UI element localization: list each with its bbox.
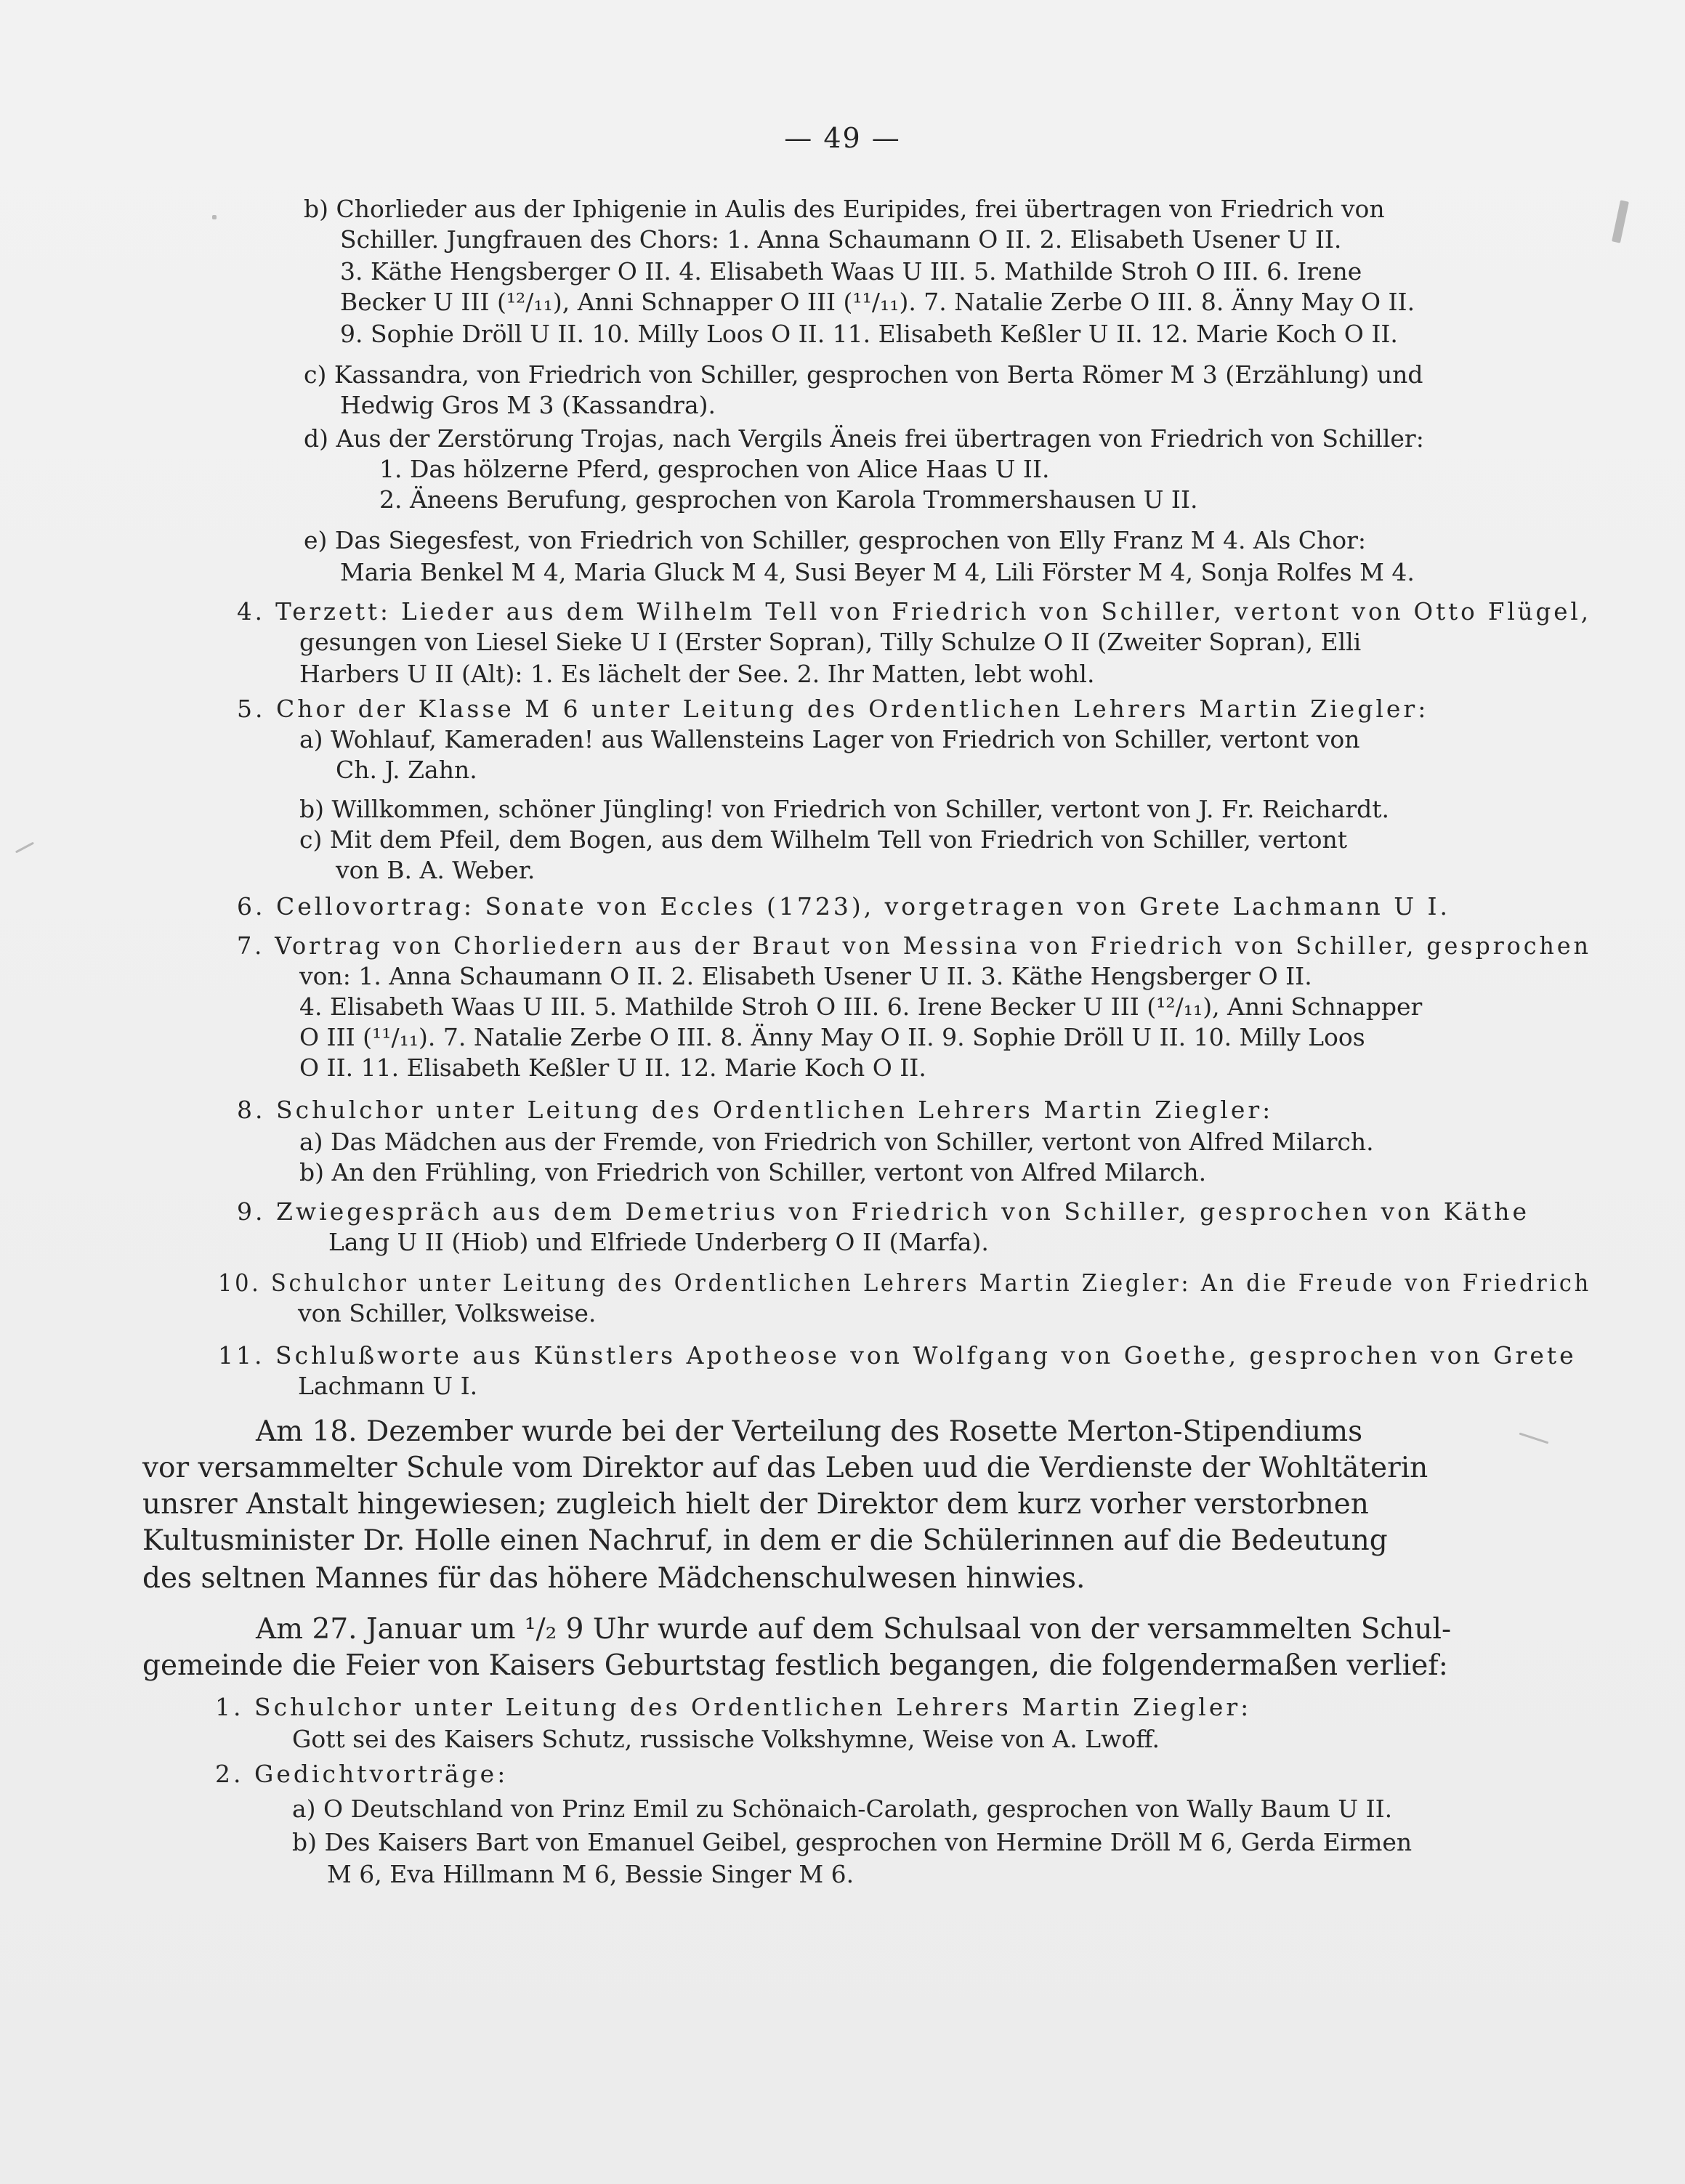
scan-speck	[15, 842, 34, 854]
text-line: 4. Elisabeth Waas U III. 5. Mathilde Stroh O III. 6. Irene Becker U III (¹²/₁₁), Anni Schnapper	[299, 992, 1423, 1021]
text-line: Maria Benkel M 4, Maria Gluck M 4, Susi Beyer M 4, Lili Förster M 4, Sonja Rolfes M 4.	[340, 558, 1415, 586]
text-line: a) Wohlauf, Kameraden! aus Wallensteins Lager von Friedrich von Schiller, vertont von	[299, 725, 1360, 753]
text-line: Lachmann U I.	[298, 1372, 478, 1400]
text-line: 3. Käthe Hengsberger O II. 4. Elisabeth Waas U III. 5. Mathilde Stroh O III. 6. Irene	[340, 257, 1362, 286]
text-line: von B. A. Weber.	[336, 856, 536, 884]
text-line: b) Chorlieder aus der Iphigenie in Aulis des Euripides, frei übertragen von Friedrich von	[304, 195, 1385, 223]
text-line: e) Das Siegesfest, von Friedrich von Schiller, gesprochen von Elly Franz M 4. Als Chor:	[304, 526, 1367, 554]
text-line: M 6, Eva Hillmann M 6, Bessie Singer M 6.	[327, 1860, 854, 1888]
text-line: von: 1. Anna Schaumann O II. 2. Elisabeth Usener U II. 3. Käthe Hengsberger O II.	[299, 962, 1312, 990]
text-line: c) Kassandra, von Friedrich von Schiller, gesprochen von Berta Römer M 3 (Erzählung) und	[304, 360, 1423, 389]
text-line: unsrer Anstalt hingewiesen; zugleich hielt der Direktor dem kurz vorher verstorbnen	[142, 1488, 1369, 1521]
text-line: 8. Schulchor unter Leitung des Ordentlichen Lehrers Martin Ziegler:	[237, 1096, 1274, 1124]
text-line: des seltnen Mannes für das höhere Mädchenschulwesen hinwies.	[142, 1562, 1086, 1595]
text-line: 10. Schulchor unter Leitung des Ordentlichen Lehrers Martin Ziegler: An die Freude von Friedrich	[218, 1269, 1591, 1297]
text-line: b) An den Frühling, von Friedrich von Schiller, vertont von Alfred Milarch.	[299, 1158, 1207, 1186]
scan-speck	[1519, 1433, 1549, 1444]
text-line: Lang U II (Hiob) und Elfriede Underberg O II (Marfa).	[328, 1228, 989, 1256]
text-line: 2. Gedichtvorträge:	[215, 1760, 509, 1788]
text-line: 4. Terzett: Lieder aus dem Wilhelm Tell von Friedrich von Schiller, vertont von Otto Flügel,	[237, 597, 1591, 626]
text-line: 5. Chor der Klasse M 6 unter Leitung des Ordentlichen Lehrers Martin Ziegler:	[237, 695, 1429, 723]
text-line: a) O Deutschland von Prinz Emil zu Schönaich-Carolath, gesprochen von Wally Baum U II.	[292, 1795, 1393, 1823]
text-line: Becker U III (¹²/₁₁), Anni Schnapper O III (¹¹/₁₁). 7. Natalie Zerbe O III. 8. Änny May O II.	[340, 288, 1415, 316]
text-line: O III (¹¹/₁₁). 7. Natalie Zerbe O III. 8. Änny May O II. 9. Sophie Dröll U II. 10. Milly Loos	[299, 1023, 1365, 1051]
scan-speck	[212, 215, 217, 219]
text-line: von Schiller, Volksweise.	[298, 1299, 597, 1327]
text-line: 6. Cellovortrag: Sonate von Eccles (1723), vorgetragen von Grete Lachmann U I.	[237, 892, 1451, 921]
text-line: 7. Vortrag von Chorliedern aus der Braut von Messina von Friedrich von Schiller, gesprochen	[237, 931, 1591, 960]
text-line: c) Mit dem Pfeil, dem Bogen, aus dem Wilhelm Tell von Friedrich von Schiller, vertont	[299, 825, 1347, 854]
text-line: Schiller. Jungfrauen des Chors: 1. Anna Schaumann O II. 2. Elisabeth Usener U II.	[340, 225, 1342, 254]
text-line: b) Des Kaisers Bart von Emanuel Geibel, gesprochen von Hermine Dröll M 6, Gerda Eirmen	[292, 1828, 1413, 1856]
text-line: b) Willkommen, schöner Jüngling! von Friedrich von Schiller, vertont von J. Fr. Reichardt.	[299, 795, 1389, 823]
text-line: Harbers U II (Alt): 1. Es lächelt der See. 2. Ihr Matten, lebt wohl.	[299, 660, 1095, 688]
text-line: O II. 11. Elisabeth Keßler U II. 12. Marie Koch O II.	[299, 1053, 926, 1082]
text-line: a) Das Mädchen aus der Fremde, von Friedrich von Schiller, vertont von Alfred Milarch.	[299, 1128, 1374, 1156]
text-line: Hedwig Gros M 3 (Kassandra).	[340, 391, 716, 419]
text-line: vor versammelter Schule vom Direktor auf das Leben uud die Verdienste der Wohltäterin	[142, 1452, 1429, 1484]
text-line: 11. Schlußworte aus Künstlers Apotheose von Wolfgang von Goethe, gesprochen von Grete	[218, 1341, 1577, 1370]
text-line: gesungen von Liesel Sieke U I (Erster Sopran), Tilly Schulze O II (Zweiter Sopran), Elli	[299, 628, 1362, 656]
text-line: Ch. J. Zahn.	[336, 756, 477, 784]
text-line: Am 27. Januar um ¹/₂ 9 Uhr wurde auf dem Schulsaal von der versammelten Schul-	[256, 1613, 1452, 1646]
text-line: Am 18. Dezember wurde bei der Verteilung des Rosette Merton-Stipendiums	[256, 1415, 1363, 1448]
scan-speck	[1612, 200, 1629, 243]
text-line: 9. Zwiegespräch aus dem Demetrius von Friedrich von Schiller, gesprochen von Käthe	[237, 1197, 1530, 1226]
text-line: Gott sei des Kaisers Schutz, russische Volkshymne, Weise von A. Lwoff.	[292, 1725, 1160, 1753]
text-line: 1. Schulchor unter Leitung des Ordentlichen Lehrers Martin Ziegler:	[215, 1693, 1252, 1721]
text-line: 9. Sophie Dröll U II. 10. Milly Loos O II. 11. Elisabeth Keßler U II. 12. Marie Koch O II.	[340, 320, 1398, 348]
text-line: gemeinde die Feier von Kaisers Geburtstag festlich begangen, die folgendermaßen verlief:	[142, 1649, 1448, 1682]
text-line: d) Aus der Zerstörung Trojas, nach Vergils Äneis frei übertragen von Friedrich von Schiller:	[304, 424, 1424, 453]
text-line: 2. Äneens Berufung, gesprochen von Karola Trommershausen U II.	[379, 485, 1198, 514]
page-number: — 49 —	[784, 122, 901, 154]
text-line: 1. Das hölzerne Pferd, gesprochen von Alice Haas U II.	[379, 455, 1050, 483]
text-line: Kultusminister Dr. Holle einen Nachruf, in dem er die Schülerinnen auf die Bedeutung	[142, 1524, 1388, 1557]
